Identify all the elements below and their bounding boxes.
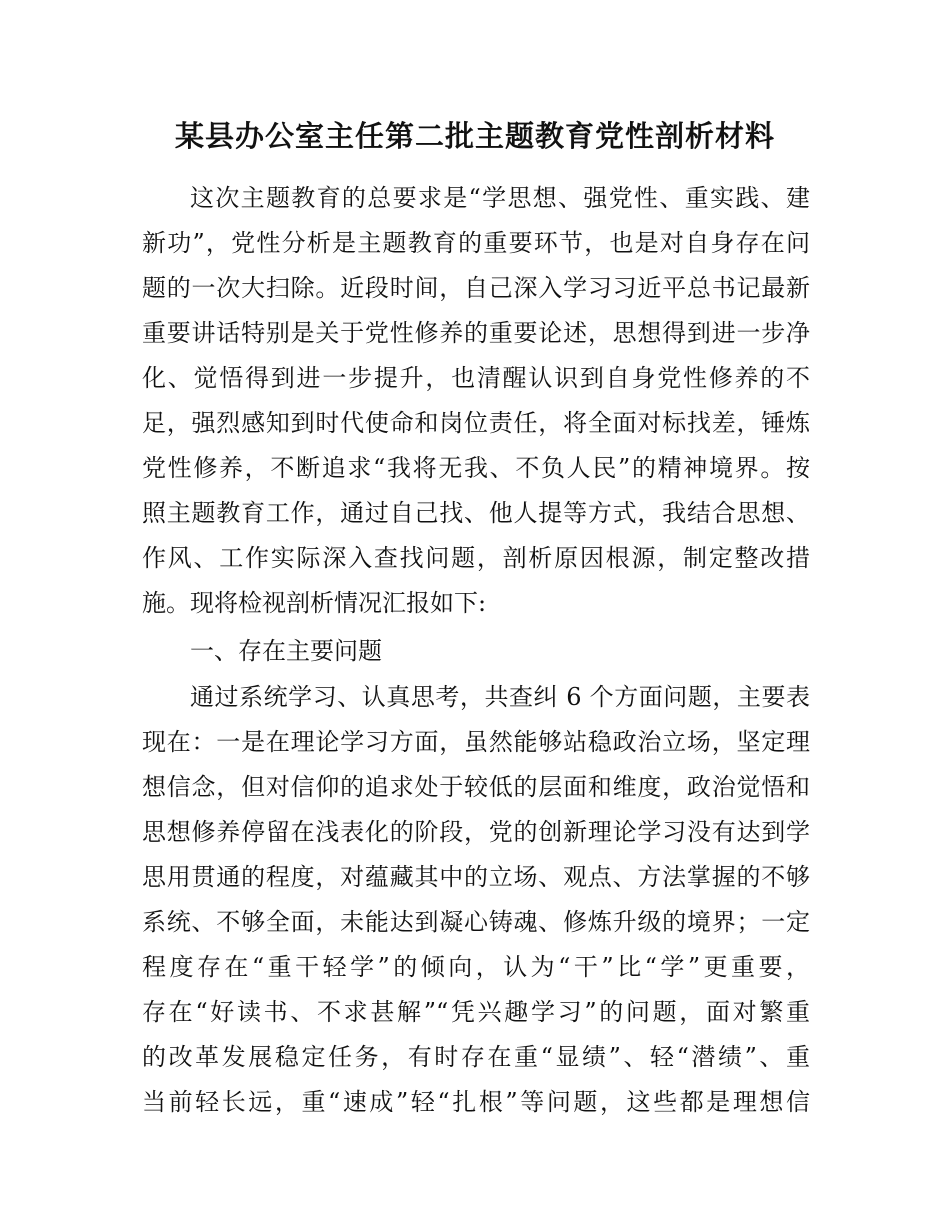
paragraph-line: 思想修养停留在浅表化的阶段，党的创新理论学习没有达到学 — [142, 818, 810, 846]
paragraph-line: 想信念，但对信仰的追求处于较低的层面和维度，政治觉悟和 — [142, 773, 810, 801]
document-title: 某县办公室主任第二批主题教育党性剖析材料 — [174, 119, 775, 153]
paragraph-line: 系统、不够全面，未能达到凝心铸魂、修炼升级的境界；一定 — [142, 908, 810, 936]
paragraph-line: 程度存在“重干轻学”的倾向，认为“干”比“学”更重要， — [142, 953, 810, 981]
section-heading: 一、存在主要问题 — [190, 637, 382, 665]
paragraph-line: 当前轻长远，重“速成”轻“扎根”等问题，这些都是理想信 — [142, 1088, 810, 1116]
paragraph-line: 足，强烈感知到时代使命和岗位责任，将全面对标找差，锤炼 — [142, 409, 810, 437]
paragraph-line: 通过系统学习、认真思考，共查纠 6 个方面问题，主要表 — [190, 683, 810, 711]
paragraph-line: 作风、工作实际深入查找问题，剖析原因根源，制定整改措 — [142, 544, 810, 572]
paragraph-line: 照主题教育工作，通过自己找、他人提等方式，我结合思想、 — [142, 499, 810, 527]
paragraph-line: 存在“好读书、不求甚解”“凭兴趣学习”的问题，面对繁重 — [142, 998, 810, 1026]
paragraph-line: 党性修养，不断追求“我将无我、不负人民”的精神境界。按 — [142, 454, 810, 482]
paragraph-line: 重要讲话特别是关于党性修养的重要论述，思想得到进一步净 — [142, 319, 810, 347]
paragraph-line: 的改革发展稳定任务，有时存在重“显绩”、轻“潜绩”、重 — [142, 1043, 810, 1071]
paragraph-line: 这次主题教育的总要求是“学思想、强党性、重实践、建 — [190, 184, 810, 212]
paragraph-line: 化、觉悟得到进一步提升，也清醒认识到自身党性修养的不 — [142, 364, 810, 392]
paragraph-line: 施。现将检视剖析情况汇报如下: — [142, 589, 487, 617]
paragraph-line: 新功”，党性分析是主题教育的重要环节，也是对自身存在问 — [142, 229, 810, 257]
paragraph-line: 现在：一是在理论学习方面，虽然能够站稳政治立场，坚定理 — [142, 728, 810, 756]
paragraph-line: 思用贯通的程度，对蕴藏其中的立场、观点、方法掌握的不够 — [142, 863, 810, 891]
paragraph-line: 题的一次大扫除。近段时间，自己深入学习习近平总书记最新 — [142, 274, 810, 302]
